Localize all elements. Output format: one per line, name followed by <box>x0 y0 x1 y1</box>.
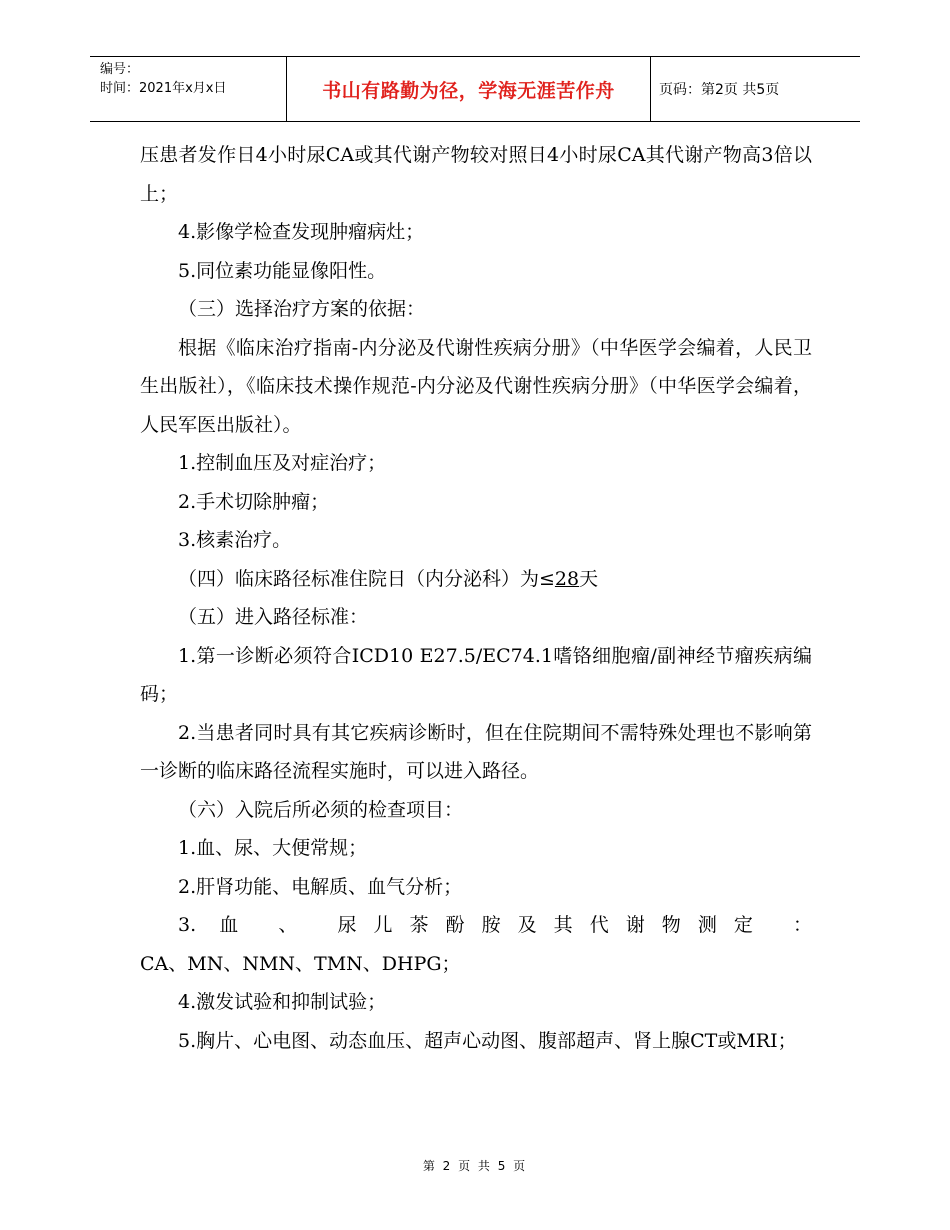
list-item: 3.核素治疗。 <box>178 529 292 551</box>
number-label: 编号： <box>100 62 140 77</box>
list-item: 3. 血 、 尿儿茶酚胺及其代谢物测定 ： <box>178 914 812 936</box>
page-footer: 第 2 页 共 5 页 <box>422 1159 528 1173</box>
motto-text: 书山有路勤为径，学海无涯苦作舟 <box>322 79 615 102</box>
list-item: 1.第一诊断必须符合ICD10 E27.5/EC74.1嗜铬细胞瘤/副神经节瘤疾病编码； <box>140 644 812 705</box>
stay-days-suffix: 天 <box>579 567 599 590</box>
page-info-text: 页码：第2页 共5页 <box>659 82 780 98</box>
stay-days-value: 28 <box>554 567 580 590</box>
list-item: 4.影像学检查发现肿瘤病灶； <box>178 221 425 243</box>
list-item: 5.同位素功能显像阳性。 <box>178 259 387 282</box>
document-body <box>140 136 812 1060</box>
header-page-info <box>651 57 860 121</box>
paragraph-continued: 压患者发作日4小时尿CA或其代谢产物较对照日4小时尿CA其代谢产物高3倍以上； <box>140 144 812 205</box>
list-item: 1.控制血压及对症治疗； <box>178 452 387 474</box>
header-meta <box>90 57 286 121</box>
page-header <box>90 56 860 122</box>
list-item: 5.胸片、心电图、动态血压、超声心动图、腹部超声、肾上腺CT或MRI； <box>178 1029 797 1052</box>
stay-days-prefix: （四）临床路径标准住院日（内分泌科）为≤ <box>178 567 555 590</box>
list-item: 2.肝肾功能、电解质、血气分析； <box>178 875 463 898</box>
time-label: 时间：2021年x月x日 <box>100 81 227 96</box>
list-item-continued: CA、MN、NMN、TMN、DHPG； <box>140 952 461 975</box>
section-heading: （五）进入路径标准： <box>178 606 369 628</box>
list-item: 2.手术切除肿瘤； <box>178 490 330 513</box>
list-item: 2.当患者同时具有其它疾病诊断时，但在住院期间不需特殊处理也不影响第一诊断的临床路径流程实施时，可以进入路径。 <box>140 721 812 782</box>
section-heading <box>140 560 812 599</box>
section-heading: （六）入院后所必须的检查项目： <box>178 798 464 821</box>
section-heading: （三）选择治疗方案的依据： <box>178 298 426 320</box>
paragraph: 根据《临床治疗指南-内分泌及代谢性疾病分册》（中华医学会编着，人民卫生出版社），《临床技术操作规范-内分泌及代谢性疾病分册》（中华医学会编着，人民军医出版社）。 <box>140 336 812 436</box>
list-item: 1.血、尿、大便常规； <box>178 837 368 859</box>
header-motto-cell <box>286 57 651 121</box>
list-item: 4.激发试验和抑制试验； <box>178 991 387 1013</box>
